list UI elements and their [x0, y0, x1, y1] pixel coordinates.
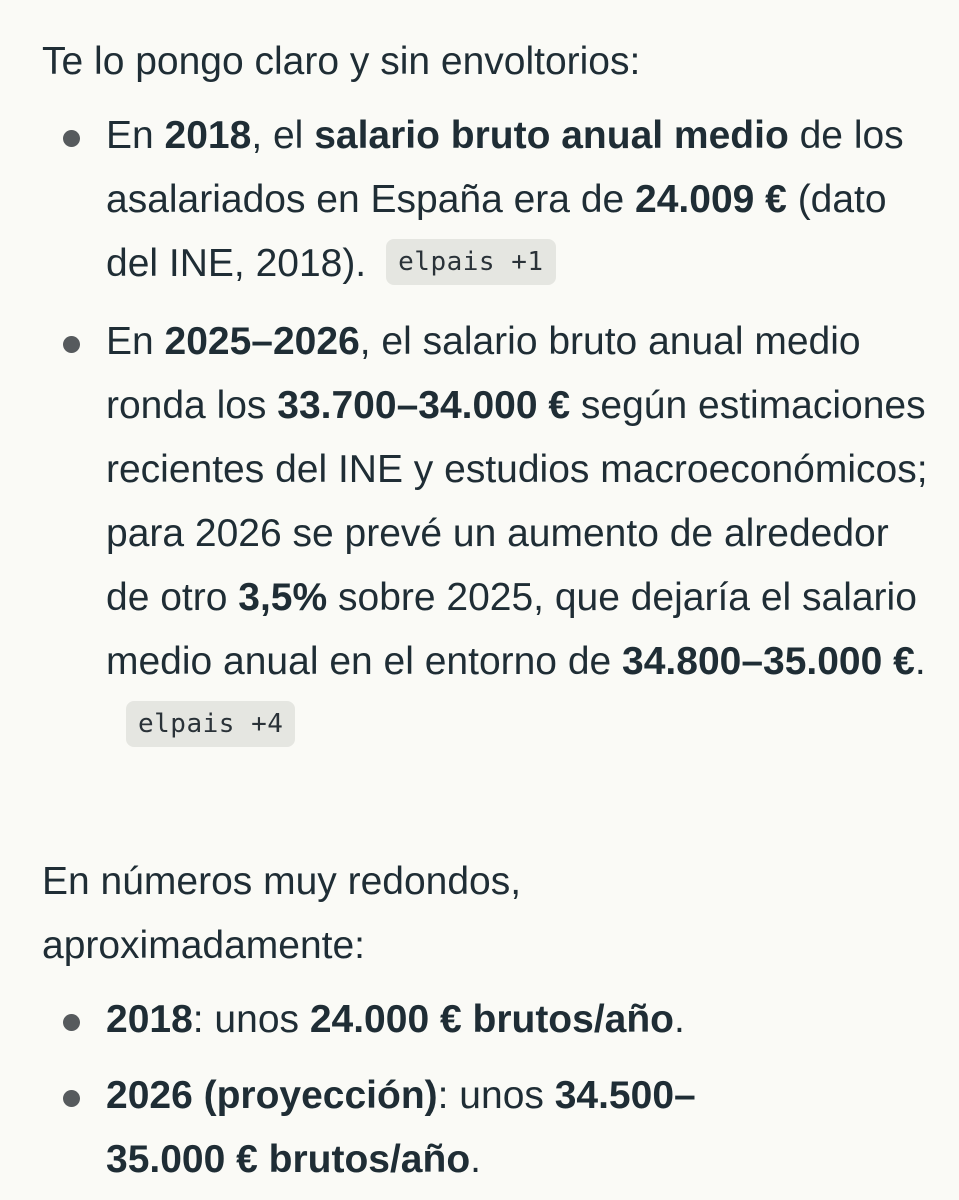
summary-text: En números muy redondos, aproximadamente: — [42, 860, 522, 967]
amount-highlight: 24.000 € brutos/año — [309, 998, 674, 1041]
text: En — [106, 114, 165, 157]
text: . — [914, 640, 926, 683]
year-highlight: 2026 (proyección) — [106, 1074, 438, 1117]
text: En — [106, 320, 165, 363]
bullet-icon — [63, 1090, 80, 1107]
list-item — [106, 104, 936, 296]
amount-highlight: 34.500–35.000 € brutos/año — [106, 1074, 696, 1181]
list-item — [106, 988, 936, 1052]
list-item — [106, 310, 936, 758]
intro-text: Te lo pongo claro y sin envoltorios: — [42, 40, 641, 83]
amount-highlight: 24.009 € — [635, 178, 787, 221]
bullet-icon — [63, 1014, 80, 1031]
text: , el salario bruto anual medio ronda los — [106, 320, 861, 427]
text: , el — [251, 114, 315, 157]
text: . — [673, 998, 685, 1041]
text: : unos — [192, 998, 310, 1041]
text: sobre 2025, que dejaría el salario medio anual en el entorno de — [106, 576, 917, 683]
amount-highlight: 34.800–35.000 € — [622, 640, 915, 683]
text: . — [470, 1138, 481, 1181]
year-highlight: 2018 — [164, 114, 252, 157]
text: (dato del INE, 2018). — [106, 178, 887, 285]
list-item — [106, 1064, 726, 1192]
amount-highlight: 33.700–34.000 € — [277, 384, 571, 427]
percent-highlight: 3,5% — [238, 576, 328, 619]
bullet-icon — [63, 130, 80, 147]
source-citation-chip[interactable]: elpais +1 — [386, 239, 555, 285]
year-highlight: 2025–2026 — [164, 320, 360, 363]
term-highlight: salario bruto anual medio — [314, 114, 789, 157]
year-highlight: 2018 — [106, 998, 193, 1041]
source-citation-chip[interactable]: elpais +4 — [126, 701, 295, 747]
bullet-icon — [63, 336, 80, 353]
text: : unos — [437, 1074, 555, 1117]
text: según estimaciones recientes del INE y estudios macroeconómicos; para 2026 se prevé un aumento de alrededor de otro — [106, 384, 928, 619]
text: de los asalariados en España era de — [106, 114, 904, 221]
